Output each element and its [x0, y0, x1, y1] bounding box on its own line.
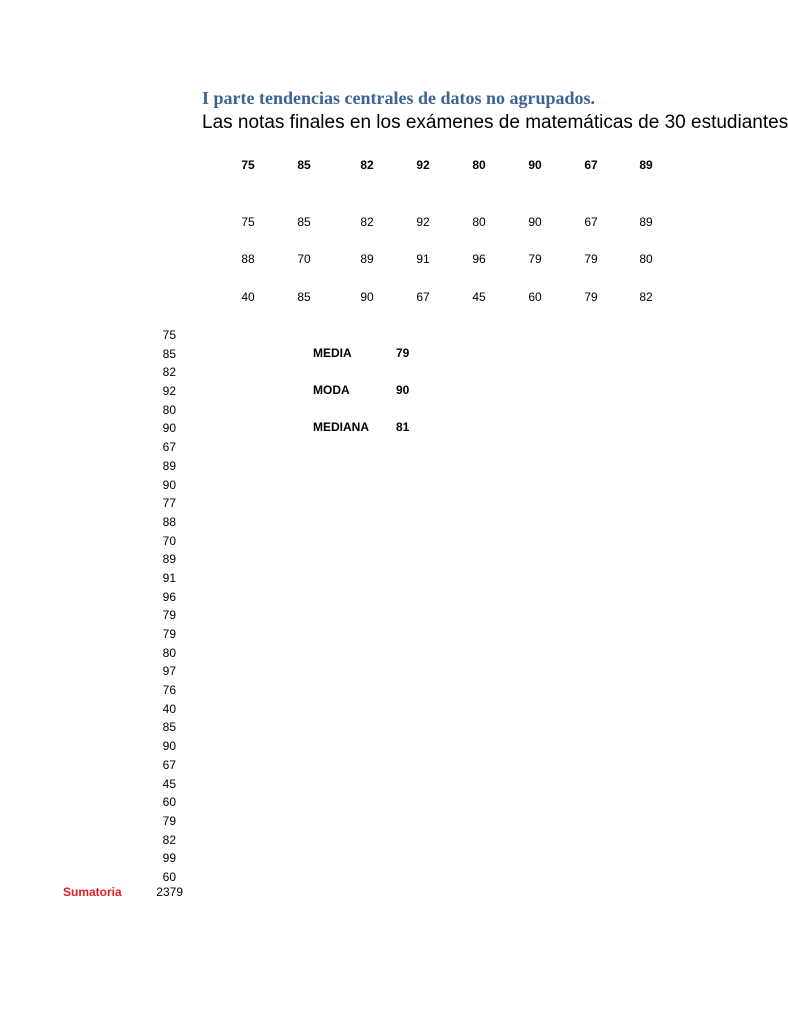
grid-cell: 79 — [584, 252, 598, 266]
grid-cell: 75 — [241, 215, 255, 229]
list-item: 60 — [162, 869, 176, 884]
list-item: 90 — [162, 477, 176, 492]
moda-value: 90 — [396, 383, 410, 397]
grid-row — [0, 290, 768, 306]
page-subtitle: Las notas finales en los exámenes de matemáticas de 30 estudiantes — [202, 112, 788, 133]
grid-cell: 89 — [639, 158, 653, 172]
grid-cell: 45 — [472, 290, 486, 304]
grid-cell: 85 — [297, 215, 311, 229]
page-title: I parte tendencias centrales de datos no agrupados. — [202, 88, 596, 108]
list-item: 79 — [162, 627, 176, 641]
grid-cell: 82 — [360, 215, 374, 229]
moda-label: MODA — [313, 383, 350, 397]
grid-row — [0, 215, 768, 231]
grid-cell: 85 — [297, 158, 311, 172]
list-item: 90 — [162, 739, 176, 754]
list-item: 85 — [162, 720, 176, 735]
list-item: 88 — [162, 514, 176, 529]
grid-cell: 80 — [472, 215, 486, 229]
list-item: 75 — [162, 328, 176, 342]
grid-cell: 75 — [241, 158, 255, 172]
grid-cell: 70 — [297, 252, 311, 266]
grid-cell: 79 — [528, 252, 542, 266]
grid-cell: 67 — [584, 158, 598, 172]
grid-cell: 79 — [584, 290, 598, 304]
grid-cell: 96 — [472, 252, 486, 266]
list-item: 79 — [162, 608, 176, 623]
media-value: 79 — [396, 346, 410, 360]
grid-cell: 90 — [360, 290, 374, 304]
grid-cell: 92 — [416, 158, 430, 172]
grid-cell: 82 — [639, 290, 653, 304]
grid-cell: 82 — [360, 158, 374, 172]
sum-value: 2379 — [156, 885, 183, 899]
list-item: 89 — [162, 552, 176, 567]
grid-cell: 40 — [241, 290, 255, 304]
grid-cell: 91 — [416, 252, 430, 266]
list-item: 80 — [162, 645, 176, 660]
grid-cell: 67 — [416, 290, 430, 304]
grid-row — [0, 252, 768, 268]
grid-cell: 90 — [528, 158, 542, 172]
list-item: 82 — [162, 365, 176, 380]
list-item: 67 — [162, 757, 176, 772]
grid-cell: 90 — [528, 215, 542, 229]
list-item: 77 — [162, 496, 176, 511]
list-item: 76 — [162, 683, 176, 698]
grid-cell: 89 — [639, 215, 653, 229]
list-item: 96 — [162, 589, 176, 604]
grid-cell: 80 — [639, 252, 653, 266]
grid-header-row — [0, 158, 768, 174]
grid-cell: 85 — [297, 290, 311, 304]
list-item: 82 — [162, 832, 176, 847]
media-label: MEDIA — [313, 346, 352, 360]
grid-cell: 88 — [241, 252, 255, 266]
mediana-value: 81 — [396, 420, 410, 434]
grid-cell: 89 — [360, 252, 374, 266]
grid-cell: 60 — [528, 290, 542, 304]
list-item: 97 — [162, 664, 176, 679]
list-item: 70 — [162, 533, 176, 548]
grid-cell: 67 — [584, 215, 598, 229]
list-item: 90 — [162, 421, 176, 436]
list-item: 92 — [162, 384, 176, 399]
list-item: 45 — [162, 776, 176, 791]
list-item: 85 — [162, 346, 176, 361]
subtitle-container — [202, 112, 788, 134]
list-item: 99 — [162, 851, 176, 866]
list-item: 40 — [162, 701, 176, 716]
grid-cell: 80 — [472, 158, 486, 172]
values-column — [140, 326, 176, 887]
list-item: 91 — [162, 570, 176, 585]
grid-cell: 92 — [416, 215, 430, 229]
list-item: 79 — [162, 813, 176, 828]
mediana-label: MEDIANA — [313, 420, 369, 434]
list-item: 80 — [162, 402, 176, 417]
list-item: 60 — [162, 795, 176, 810]
list-item: 89 — [162, 458, 176, 473]
sum-label: Sumatoria — [63, 885, 122, 899]
list-item: 67 — [162, 440, 176, 455]
